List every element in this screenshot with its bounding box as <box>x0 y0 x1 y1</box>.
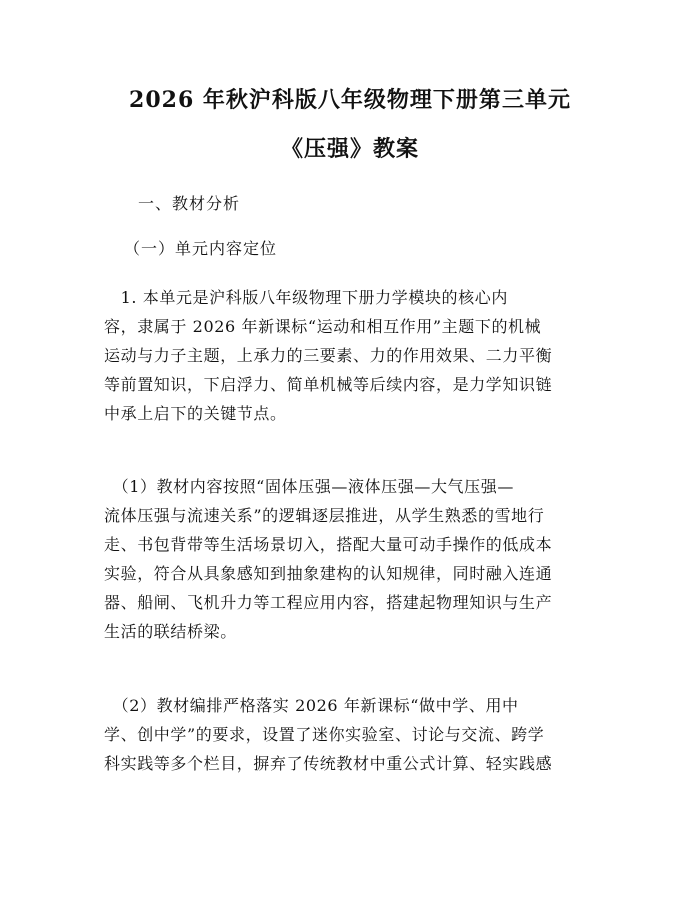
paragraph-line: 走、书包背带等生活场景切入，搭配大量可动手操作的低成本 <box>104 535 553 554</box>
paragraph-line: 流体压强与流速关系”的逻辑逐层推进，从学生熟悉的雪地行 <box>104 506 545 525</box>
paragraph-line: 运动与力子主题，上承力的三要素、力的作用效果、二力平衡 <box>104 346 553 365</box>
paragraph-line: （2）教材编排严格落实 2026 年新课标“做中学、用中 <box>104 696 519 715</box>
paragraph-curriculum-requirements <box>104 691 600 778</box>
paragraph-content-sequence <box>104 472 600 646</box>
paragraph-line: 中承上启下的关键节点。 <box>104 404 287 423</box>
paragraph-line: 实验，符合从具象感知到抽象建构的认知规律，同时融入连通 <box>104 564 553 583</box>
paragraph-line: 生活的联结桥梁。 <box>104 622 237 641</box>
document-title-line1: 2026 年秋沪科版八年级物理下册第三单元 <box>129 87 571 113</box>
paragraph-line: 容，隶属于 2026 年新课标“运动和相互作用”主题下的机械 <box>104 317 542 336</box>
paragraph-line: 1. 本单元是沪科版八年级物理下册力学模块的核心内 <box>104 288 508 307</box>
paragraph-line: 学、创中学”的要求，设置了迷你实验室、讨论与交流、跨学 <box>104 725 545 744</box>
paragraph-line: （1）教材内容按照“固体压强—液体压强—大气压强— <box>104 477 514 496</box>
paragraph-line: 科实践等多个栏目，摒弃了传统教材中重公式计算、轻实践感 <box>104 754 553 773</box>
paragraph-line: 等前置知识，下启浮力、简单机械等后续内容，是力学知识链 <box>104 375 553 394</box>
section-heading-textbook-analysis: 一、教材分析 <box>138 194 241 213</box>
paragraph-line: 器、船闸、飞机升力等工程应用内容，搭建起物理知识与生产 <box>104 593 553 612</box>
document-title-line2: 《压强》教案 <box>280 136 419 162</box>
subsection-heading-unit-positioning: （一）单元内容定位 <box>124 239 278 258</box>
paragraph-unit-overview <box>104 283 600 428</box>
